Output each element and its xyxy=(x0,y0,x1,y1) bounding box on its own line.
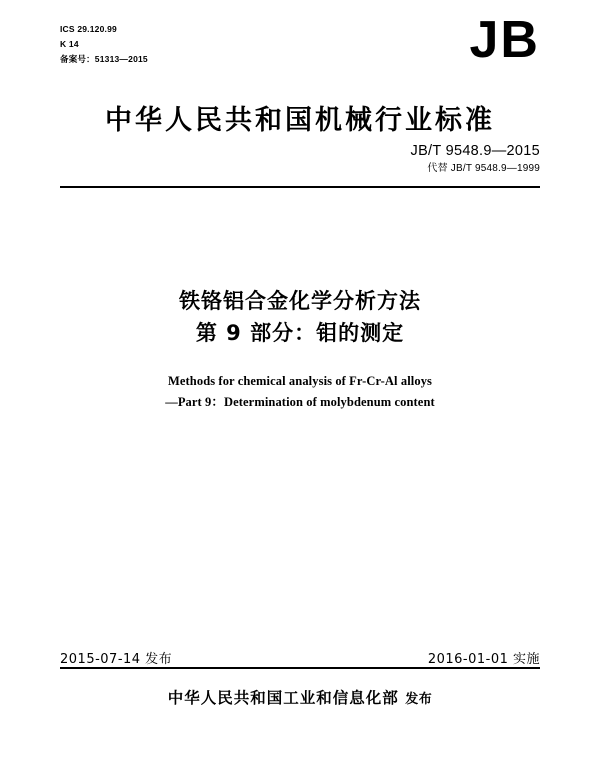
header-meta xyxy=(60,22,148,67)
ics-code: ICS 29.120.99 xyxy=(60,24,117,34)
issue-date: 2015-07-14 发布 xyxy=(60,652,173,667)
standard-number: JB/T 9548.9—2015 xyxy=(410,143,540,159)
document-title-en xyxy=(0,371,600,413)
document-title-cn xyxy=(0,285,600,349)
date-row xyxy=(60,648,540,667)
standard-replaces: 代替 JB/T 9548.9—1999 xyxy=(427,163,540,174)
document-title-en-line1: Methods for chemical analysis of Fr-Cr-Al alloys xyxy=(167,374,433,388)
national-standard-title: 中华人民共和国机械行业标准 xyxy=(105,105,495,136)
document-title-cn-line1: 铁铬铝合金化学分析方法 xyxy=(179,289,421,313)
header-block xyxy=(60,11,540,92)
jb-logo: JB xyxy=(469,11,540,69)
implementation-date: 2016-01-01 实施 xyxy=(427,652,540,667)
record-number: 备案号：51313—2015 xyxy=(60,54,148,64)
divider-top xyxy=(60,186,540,188)
document-title-en-line2: —Part 9：Determination of molybdenum content xyxy=(165,395,435,409)
classification-code: K 14 xyxy=(60,39,79,49)
divider-bottom xyxy=(60,667,540,669)
publisher-line xyxy=(0,686,600,708)
publisher-suffix: 发布 xyxy=(405,692,433,707)
document-title-cn-line2: 第 9 部分：钼的测定 xyxy=(195,321,405,345)
standard-number-block xyxy=(411,142,540,176)
publisher-name: 中华人民共和国工业和信息化部 xyxy=(167,689,399,707)
